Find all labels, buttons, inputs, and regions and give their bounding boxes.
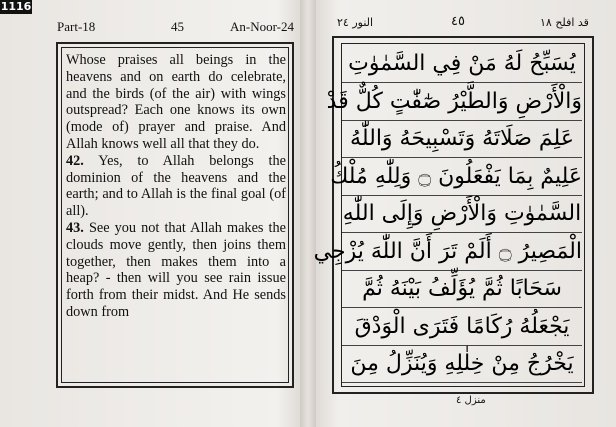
juz-label: قد افلح ١٨: [540, 16, 589, 29]
book-gutter: [300, 0, 316, 427]
arabic-line: وَالْأَرْضِ وَالطَّيْرُ صٰٓفّٰتٍ كُلٌّ قَدْ: [342, 84, 582, 121]
arabic-line: يَخْرُجُ مِنْ خِلٰلِهِ وَيُنَزِّلُ مِنَ: [342, 346, 582, 383]
translation-text: [66, 52, 286, 321]
arabic-line: الْمَصِيرُ ۝ أَلَمْ تَرَ أَنَّ اللّٰهَ يُزْجِي: [342, 234, 582, 271]
surah-label: An-Noor-24: [230, 19, 295, 34]
arabic-line: سَحَابًا ثُمَّ يُؤَلِّفُ بَيْنَهُ ثُمَّ: [342, 271, 582, 308]
passage-text: Whose praises all beings in the heavens and on earth do celebrate, and the birds (of the air) with wings outspread? Each one knows its own (mode of) prayer and praise. And Allah knows well all that they do.: [66, 52, 286, 152]
arabic-line: السَّمٰوٰتِ وَالْأَرْضِ وَإِلَى اللّٰهِ: [342, 196, 582, 233]
arabic-page-number: ٤٥: [451, 14, 465, 29]
verse-number-43: 43.: [66, 219, 84, 236]
verse-43-text: See you not that Allah makes the clouds move gently, then joins them together, then makes them into a heap? - then will you see rain issue forth from their midst. And He sends down from: [66, 219, 286, 320]
page-id-label: 1116: [0, 0, 32, 13]
page-number: 45: [171, 19, 184, 34]
verse-42-text: Yes, to Allah belongs the dominion of the heavens and the earth; and to Allah is the final goal (of all).: [66, 152, 287, 220]
verse-number-42: 42.: [66, 152, 84, 169]
arabic-surah-label: النور ٢٤: [337, 16, 374, 29]
arabic-line: يَجْعَلُهُ رُكَامًا فَتَرَى الْوَدْقَ: [342, 309, 582, 346]
arabic-line: عَلِمَ صَلَاتَهُ وَتَسْبِيحَهُ وَاللّٰهُ: [342, 121, 582, 158]
arabic-line: يُسَبِّحُ لَهُ مَنْ فِي السَّمٰوٰتِ: [342, 46, 582, 83]
arabic-line: عَلِيمٌ بِمَا يَفْعَلُونَ ۝ وَلِلّٰهِ مُلْكُ: [342, 159, 582, 196]
part-label: Part-18: [57, 19, 96, 34]
manzil-label: منزل ٤: [456, 395, 486, 406]
